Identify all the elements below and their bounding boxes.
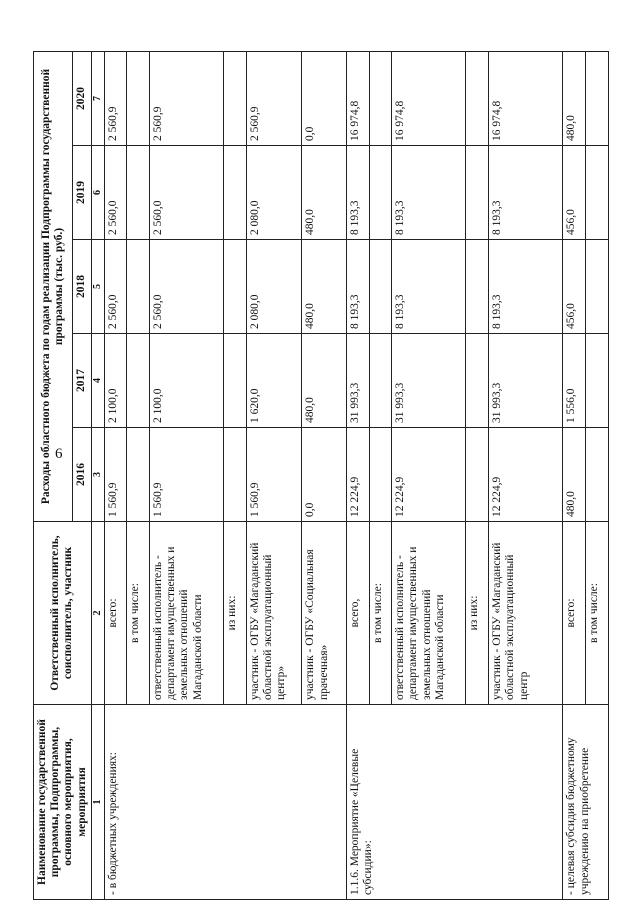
cell-value (586, 428, 609, 522)
cell-value: 480,0 (302, 146, 347, 240)
col-number: 4 (91, 334, 104, 428)
header-year-2020: 2020 (73, 51, 92, 145)
cell-value: 31 993,3 (392, 334, 466, 428)
cell-value (586, 240, 609, 334)
col-number: 3 (91, 428, 104, 522)
row-executor: участник - ОГБУ «Магаданский областной эксплуатационный центр (489, 522, 563, 705)
cell-value: 1 620,0 (246, 334, 301, 428)
cell-value (369, 334, 392, 428)
cell-value: 480,0 (563, 51, 586, 145)
cell-value (127, 51, 150, 145)
table-row (563, 51, 586, 899)
cell-value (586, 146, 609, 240)
cell-value (369, 146, 392, 240)
cell-value: 8 193,3 (392, 240, 466, 334)
cell-value: 31 993,3 (489, 334, 563, 428)
row-executor: участник - ОГБУ «Магаданский областной эксплуатационный центр» (246, 522, 301, 705)
cell-value (466, 428, 489, 522)
cell-value: 480,0 (302, 334, 347, 428)
cell-value: 2 560,9 (246, 51, 301, 145)
cell-value (224, 334, 247, 428)
header-year-2019: 2019 (73, 146, 92, 240)
cell-value (224, 51, 247, 145)
row-executor: всего, (346, 522, 369, 705)
header-year-2018: 2018 (73, 240, 92, 334)
page-number: 6 (55, 446, 63, 462)
cell-value: 480,0 (302, 240, 347, 334)
cell-value (466, 51, 489, 145)
cell-value (369, 428, 392, 522)
cell-value (369, 51, 392, 145)
row-executor: из них: (224, 522, 247, 705)
budget-table-sheet (33, 52, 607, 900)
cell-value: 16 974,8 (489, 51, 563, 145)
row-name: - в бюджетных учреждениях: (104, 705, 346, 900)
col-number: 7 (91, 51, 104, 145)
row-executor: ответственный исполнитель - департамент имущественных и земельных отношений Магаданской области (392, 522, 466, 705)
cell-value: 456,0 (563, 240, 586, 334)
cell-value: 0,0 (302, 51, 347, 145)
cell-value (224, 240, 247, 334)
cell-value (224, 428, 247, 522)
cell-value: 2 560,0 (104, 240, 127, 334)
row-executor: в том числе: (369, 522, 392, 705)
table-row (346, 51, 369, 899)
cell-value (586, 334, 609, 428)
cell-value: 0,0 (302, 428, 347, 522)
header-name: Наименование государственной программы, Подпрограммы, основного мероприятия, мероприятия (34, 705, 92, 900)
header-year-2016: 2016 (73, 428, 92, 522)
cell-value: 456,0 (563, 146, 586, 240)
cell-value (369, 240, 392, 334)
row-executor: из них: (466, 522, 489, 705)
cell-value: 12 224,9 (489, 428, 563, 522)
row-executor: участник - ОГБУ «Социальная прачечная» (302, 522, 347, 705)
row-executor: всего: (104, 522, 127, 705)
cell-value (127, 146, 150, 240)
cell-value (466, 240, 489, 334)
header-year-2017: 2017 (73, 334, 92, 428)
row-executor: в том числе: (586, 522, 609, 705)
col-number: 2 (91, 522, 104, 705)
cell-value: 12 224,9 (392, 428, 466, 522)
header-expenses: Расходы областного бюджета по годам реализации Подпрограммы государственной программы (тыс. руб.) (34, 51, 73, 521)
cell-value: 12 224,9 (346, 428, 369, 522)
cell-value: 8 193,3 (346, 240, 369, 334)
cell-value (127, 240, 150, 334)
cell-value: 2 560,9 (104, 51, 127, 145)
row-name: - целевая субсидия бюджетному учреждению на приобретение (563, 705, 608, 900)
cell-value: 2 560,0 (150, 240, 224, 334)
cell-value: 480,0 (563, 428, 586, 522)
cell-value: 1 560,9 (246, 428, 301, 522)
cell-value: 1 560,9 (150, 428, 224, 522)
cell-value: 8 193,3 (346, 146, 369, 240)
cell-value: 1 556,0 (563, 334, 586, 428)
cell-value: 2 100,0 (150, 334, 224, 428)
table-row (104, 51, 127, 899)
cell-value: 2 560,0 (150, 146, 224, 240)
cell-value (224, 146, 247, 240)
col-number: 1 (91, 705, 104, 900)
cell-value: 1 560,9 (104, 428, 127, 522)
cell-value: 8 193,3 (489, 240, 563, 334)
row-executor: в том числе: (127, 522, 150, 705)
cell-value (586, 51, 609, 145)
cell-value: 2 080,0 (246, 146, 301, 240)
col-number: 6 (91, 146, 104, 240)
budget-table (33, 51, 609, 900)
cell-value: 16 974,8 (392, 51, 466, 145)
cell-value: 16 974,8 (346, 51, 369, 145)
cell-value: 8 193,3 (392, 146, 466, 240)
row-executor: всего: (563, 522, 586, 705)
row-name: 1.1.6. Мероприятие «Целевые субсидии»: (346, 705, 562, 900)
row-executor: ответственный исполнитель - департамент имущественных и земельных отношений Магаданской области (150, 522, 224, 705)
header-executor: Ответственный исполнитель, соисполнитель, участник (34, 522, 92, 705)
col-number: 5 (91, 240, 104, 334)
cell-value: 2 560,9 (150, 51, 224, 145)
cell-value: 2 100,0 (104, 334, 127, 428)
cell-value (466, 146, 489, 240)
cell-value (466, 334, 489, 428)
cell-value (127, 428, 150, 522)
cell-value: 2 560,0 (104, 146, 127, 240)
cell-value: 2 080,0 (246, 240, 301, 334)
cell-value: 8 193,3 (489, 146, 563, 240)
cell-value (127, 334, 150, 428)
cell-value: 31 993,3 (346, 334, 369, 428)
